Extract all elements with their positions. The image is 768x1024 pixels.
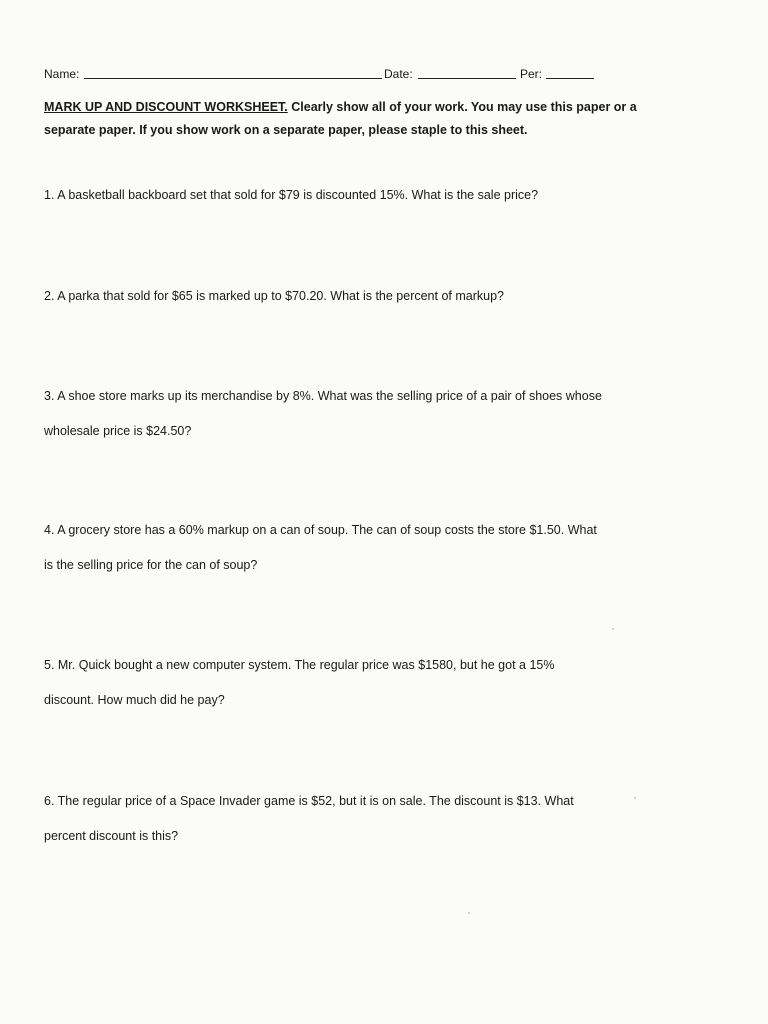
period-blank[interactable]	[546, 78, 594, 79]
question-6-text: 6. The regular price of a Space Invader game is $52, but it is on sale. The discount is $13. What	[44, 794, 574, 808]
name-blank[interactable]	[84, 78, 382, 79]
question-5	[44, 657, 684, 708]
question-2-text: 2. A parka that sold for $65 is marked up to $70.20. What is the percent of markup?	[44, 289, 504, 303]
worksheet-title: MARK UP AND DISCOUNT WORKSHEET.	[44, 100, 288, 114]
question-5-text: 5. Mr. Quick bought a new computer system. The regular price was $1580, but he got a 15%	[44, 658, 555, 672]
student-info-row	[44, 66, 604, 82]
instructions	[44, 96, 684, 142]
question-3-text: 3. A shoe store marks up its merchandise by 8%. What was the selling price of a pair of shoes whose	[44, 389, 602, 403]
name-label: Name:	[44, 67, 80, 81]
question-4-text-cont: is the selling price for the can of soup?	[44, 558, 258, 572]
instructions-text: Clearly show all of your work. You may use this paper or a separate paper. If you show work on a separate paper, please staple to this sheet.	[44, 100, 637, 137]
date-label: Date:	[384, 67, 413, 81]
scan-speck	[634, 797, 636, 799]
question-3-text-cont: wholesale price is $24.50?	[44, 424, 192, 438]
question-4-text: 4. A grocery store has a 60% markup on a can of soup. The can of soup costs the store $1.50. What	[44, 523, 597, 537]
question-4	[44, 522, 684, 573]
scan-speck	[468, 912, 470, 914]
question-6	[44, 793, 684, 844]
question-1-text: 1. A basketball backboard set that sold for $79 is discounted 15%. What is the sale price?	[44, 188, 539, 202]
question-6-text-cont: percent discount is this?	[44, 829, 179, 843]
question-3	[44, 388, 684, 439]
period-label: Per:	[520, 67, 543, 81]
question-1	[44, 187, 684, 203]
question-5-text-cont: discount. How much did he pay?	[44, 693, 225, 707]
date-blank[interactable]	[418, 78, 516, 79]
scan-speck	[612, 628, 614, 630]
question-2	[44, 288, 684, 304]
